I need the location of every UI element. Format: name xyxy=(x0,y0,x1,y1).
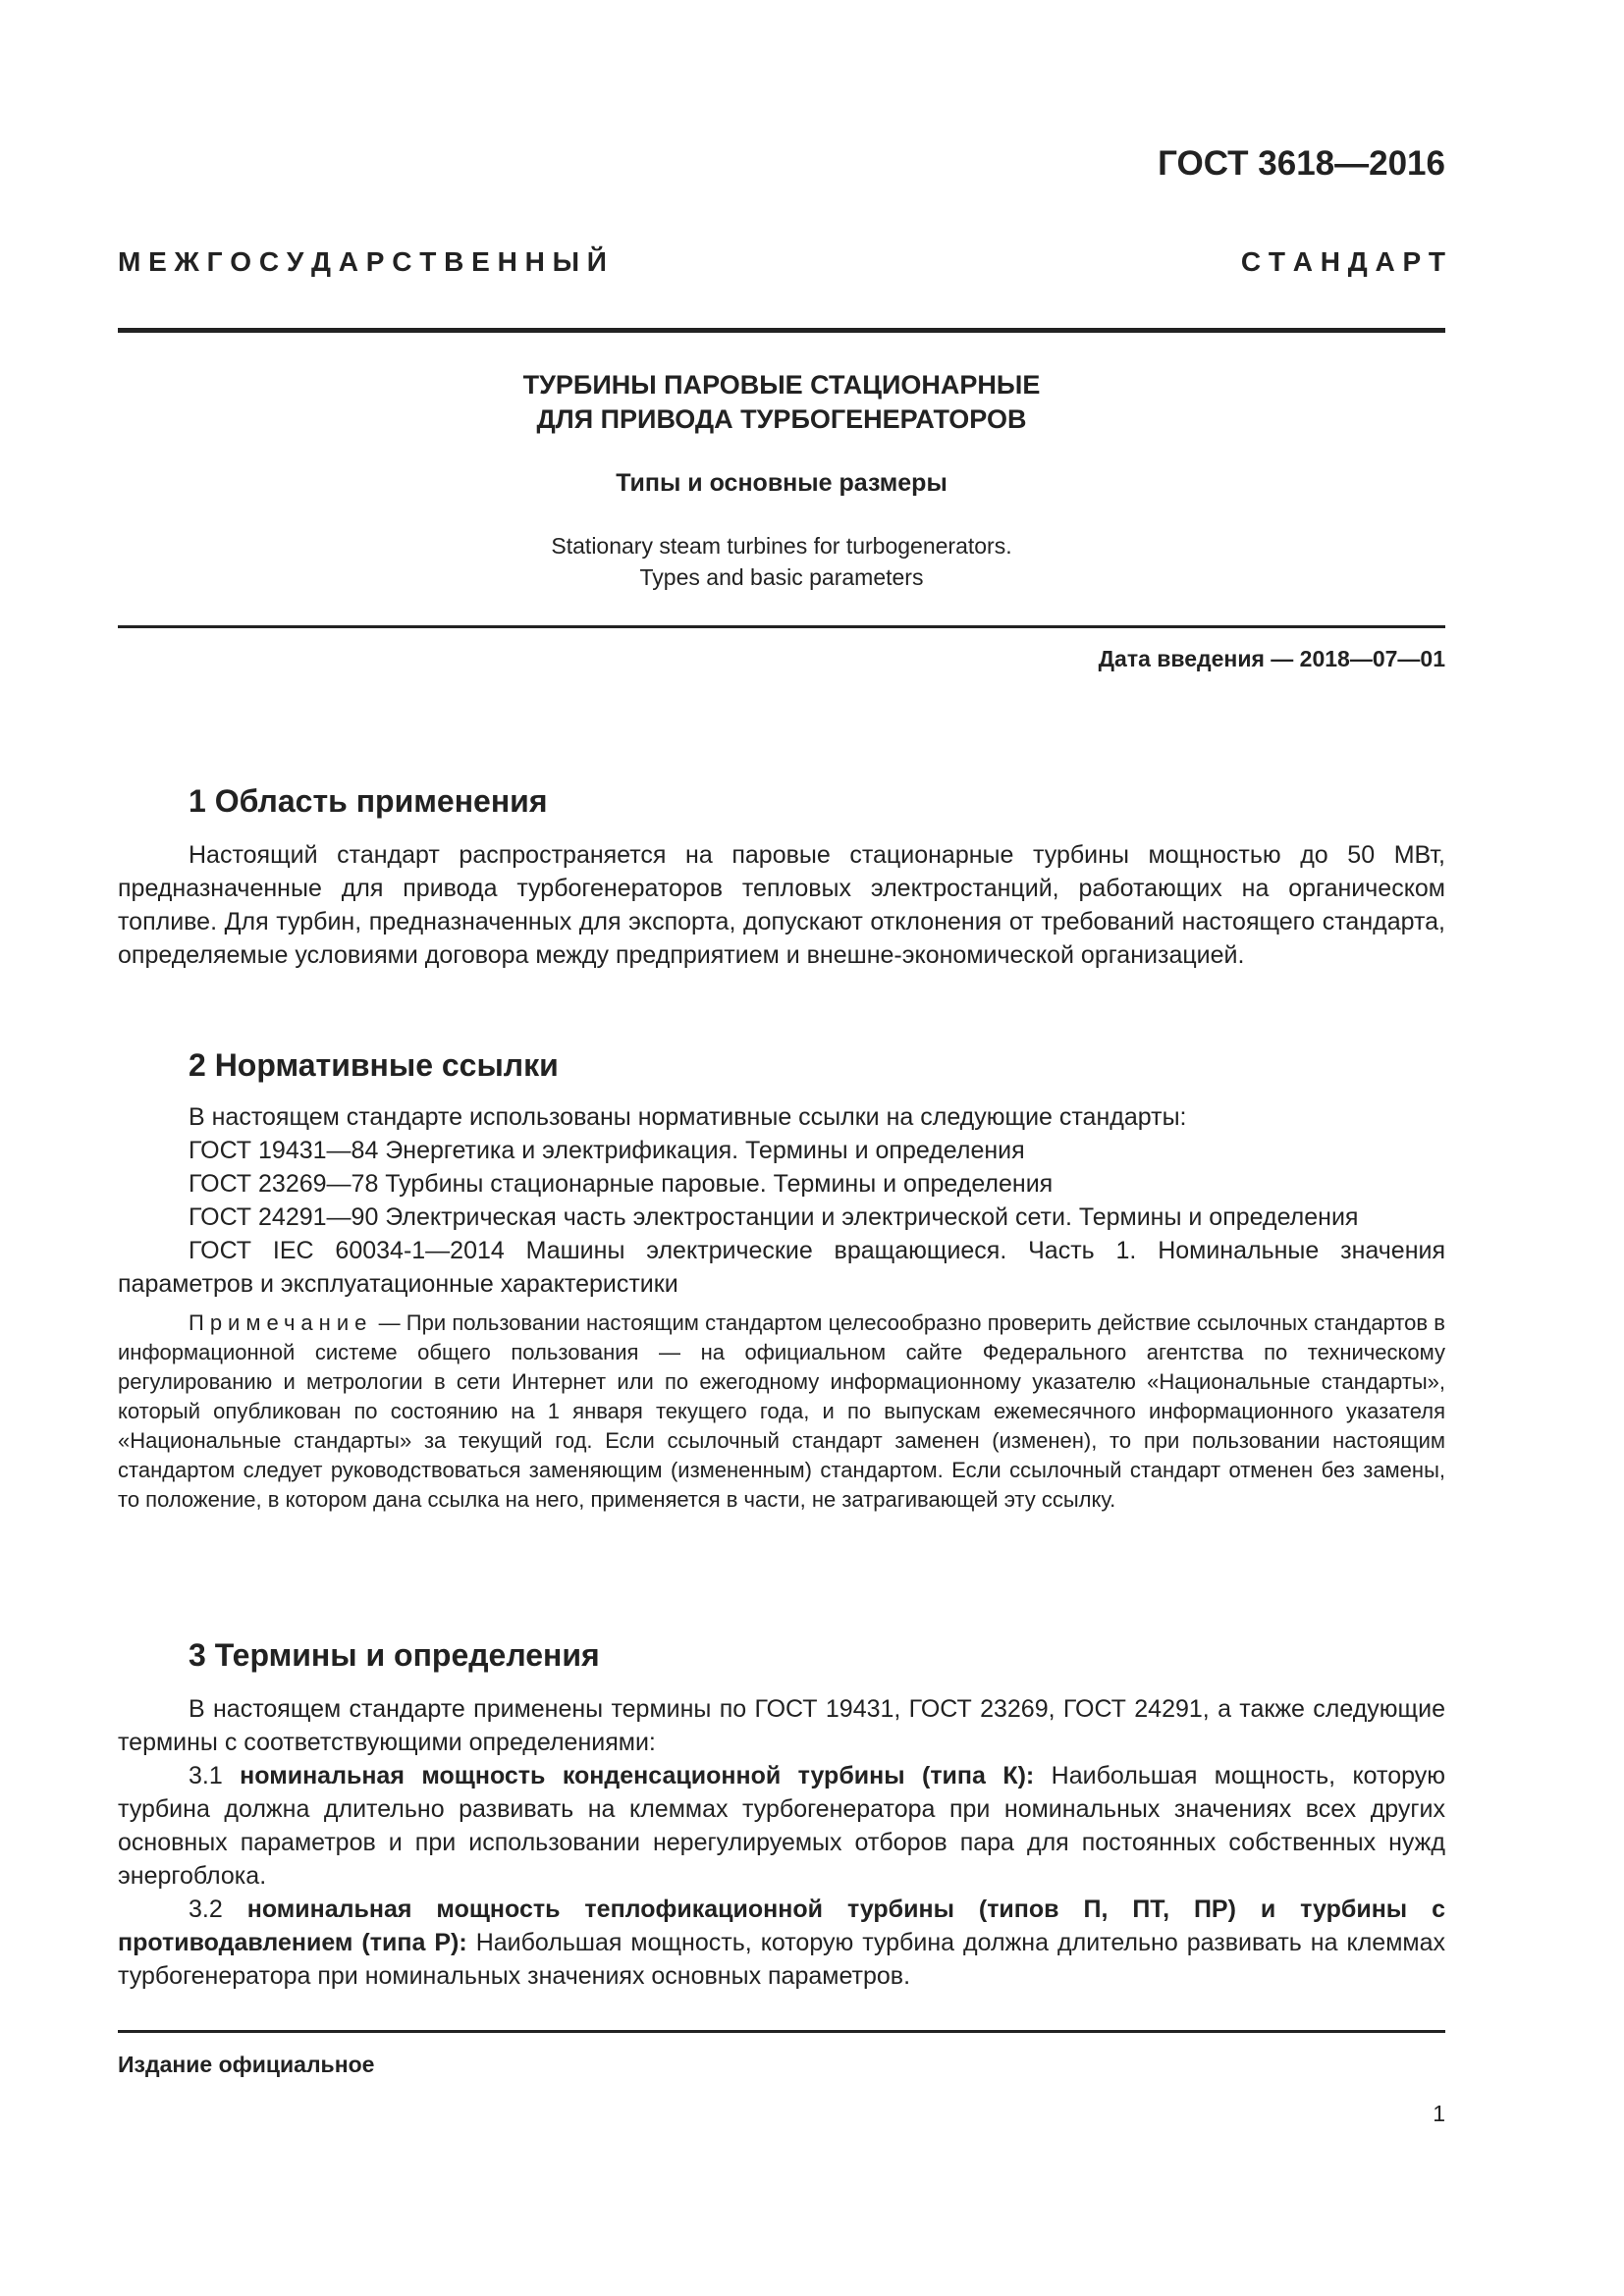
english-title xyxy=(118,530,1445,593)
section-1 xyxy=(118,781,1445,972)
term-number: 3.1 xyxy=(189,1762,223,1789)
document-code: ГОСТ 3618—2016 xyxy=(1158,144,1445,183)
note-text: — При пользовании настоящим стандартом целесообразно проверить действие ссылочных стандартов в информационной системе общего пользования — на официальном сайте Федерального агентства по техническому регулированию и метрологии в сети Интернет или по ежегодному информационному указателю «Национальные стандарты», который опубликован по состоянию на 1 января текущего года, и по выпускам ежемесячного информационного указателя «Национальные стандарты» за текущий год. Если ссылочный стандарт заменен (изменен), то при пользовании настоящим стандартом следует руководствоваться заменяющим (измененным) стандартом. Если ссылочный стандарт отменен без замены, то положение, в котором дана ссылка на него, применяется в части, не затрагивающей эту ссылку. xyxy=(118,1310,1445,1512)
title-line-2: ДЛЯ ПРИВОДА ТУРБОГЕНЕРАТОРОВ xyxy=(536,404,1027,434)
term-3-2 xyxy=(118,1893,1445,1993)
note-label: Примечание xyxy=(189,1310,373,1335)
section-2-intro: В настоящем стандарте использованы нормативные ссылки на следующие стандарты: xyxy=(189,1103,1187,1131)
term-3-1 xyxy=(118,1759,1445,1893)
section-3-heading: 3 Термины и определения xyxy=(189,1637,600,1673)
official-edition: Издание официальное xyxy=(118,2052,375,2077)
reference-item: ГОСТ IEC 60034-1—2014 Машины электрические вращающиеся. Часть 1. Номинальные значения параметров и эксплуатационные характеристики xyxy=(118,1237,1445,1298)
reference-item: ГОСТ 19431—84 Энергетика и электрификация. Термины и определения xyxy=(189,1137,1025,1164)
term-definition: Наибольшая мощность, которую турбина должна длительно развивать на клеммах турбогенератора при номинальных значениях основных параметров. xyxy=(118,1929,1445,1990)
title-line-1: ТУРБИНЫ ПАРОВЫЕ СТАЦИОНАРНЫЕ xyxy=(522,370,1041,400)
section-3-intro: В настоящем стандарте применены термины по ГОСТ 19431, ГОСТ 23269, ГОСТ 24291, а также следующие термины с соответствующими определениями: xyxy=(118,1695,1445,1756)
banner-right: С Т А Н Д А Р Т xyxy=(1240,246,1445,277)
section-1-text: Настоящий стандарт распространяется на паровые стационарные турбины мощностью до 50 МВт, предназначенные для привода турбогенераторов тепловых электростанций, работающих на органическом топливе. Для турбин, предназначенных для экспорта, допускают отклонения от требований настоящего стандарта, определяемые условиями договора между предприятием и внешне-экономической организацией. xyxy=(118,841,1445,969)
reference-item: ГОСТ 23269—78 Турбины стационарные паровые. Термины и определения xyxy=(189,1170,1054,1198)
title-rule xyxy=(118,625,1445,628)
term-name: номинальная мощность теплофикационной турбины (типов П, ПТ, ПР) и турбины с противодавлением (типа Р): xyxy=(118,1896,1445,1956)
document-subtitle: Типы и основные размеры xyxy=(616,469,947,497)
term-definition: Наибольшая мощность, которую турбина должна длительно развивать на клеммах турбогенератора при номинальных значениях всех других основных параметров и при использовании нерегулируемых отборов пара для постоянных собственных нужд энергоблока. xyxy=(118,1762,1445,1890)
standard-banner xyxy=(118,246,1445,278)
english-title-line-2: Types and basic parameters xyxy=(639,564,924,590)
section-2-heading: 2 Нормативные ссылки xyxy=(189,1047,559,1083)
banner-left: М Е Ж Г О С У Д А Р С Т В Е Н Н Ы Й xyxy=(118,246,607,277)
english-title-line-1: Stationary steam turbines for turbogenerators. xyxy=(551,533,1012,559)
page-number: 1 xyxy=(1433,2101,1445,2126)
footer-rule xyxy=(118,2030,1445,2033)
header-rule xyxy=(118,328,1445,333)
reference-item: ГОСТ 24291—90 Электрическая часть электростанции и электрической сети. Термины и определения xyxy=(189,1203,1359,1231)
section-2 xyxy=(118,1045,1445,1515)
section-3 xyxy=(118,1635,1445,1993)
introduction-date: Дата введения — 2018—07—01 xyxy=(1098,646,1445,671)
section-1-heading: 1 Область применения xyxy=(189,783,548,819)
term-name: номинальная мощность конденсационной турбины (типа К): xyxy=(240,1762,1035,1789)
document-title xyxy=(118,368,1445,437)
term-number: 3.2 xyxy=(189,1896,223,1923)
reference-note xyxy=(118,1308,1445,1515)
